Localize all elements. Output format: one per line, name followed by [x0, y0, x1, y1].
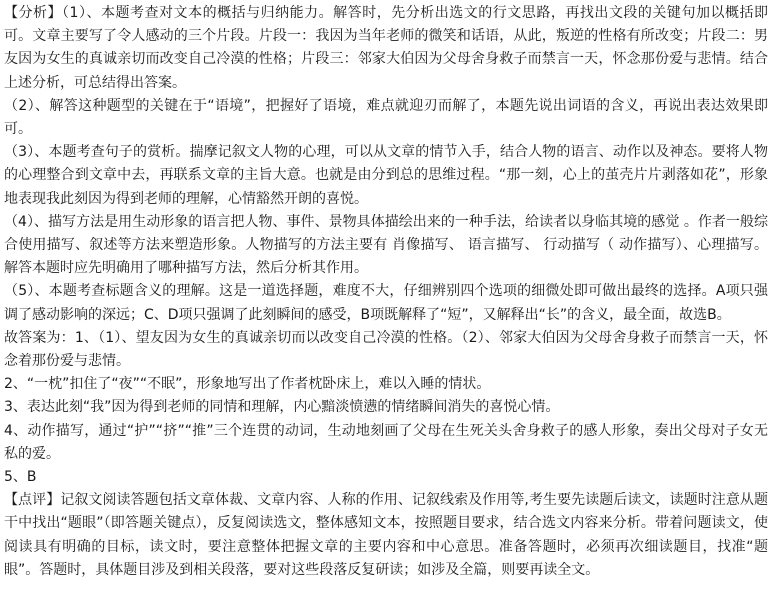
answer-5: 5、B: [4, 469, 37, 486]
answer-1: 故答案为：1、（1）、望友因为女生的真诚亲切而以改变自己冷漠的性格。（2）、邻家大伯因为父母舍身救子而禁言一天，怀念着那份爱与悲情。: [4, 329, 768, 370]
analysis-paragraph-5: （5）、本题考查标题含义的理解。这是一道选择题，难度不大，仔细辨别四个选项的细微处即可做出最终的选择。A项只强调了感动影响的深远；C、D项只强调了此刻瞬间的感受，B项既解释了“短”，又解释出“长”的含义，最全面，故选B。: [4, 283, 768, 323]
analysis-paragraph-3: （3）、本题考查句子的赏析。揣摩记叙文人物的心理，可以从文章的情节入手，结合人物的语言、动作以及神态。要将人物的心理整合到文章中去，再联系文章的主旨大意。也就是由分到总的思维过程。“那一刻，心上的茧壳片片剥落如花”，形象地表现我此刻因为得到老师的理解，心情豁然开朗的喜悦。: [4, 144, 768, 207]
answer-4: 4、动作描写，通过“护”“挤”“推”三个连贯的动词，生动地刻画了父母在生死关头舍身救子的感人形象，奏出父母对子女无私的爱。: [4, 422, 768, 462]
analysis-paragraph-2: （2）、解答这种题型的关键在于“语境”，把握好了语境，难点就迎刃而解了，本题先说出词语的含义，再说出表达效果即可。: [4, 97, 768, 138]
answer-3: 3、表达此刻“我”因为得到老师的同情和理解，内心黯淡愤懑的情绪瞬间消失的喜悦心情。: [4, 399, 560, 416]
comment-paragraph: 【点评】记叙文阅读答题包括文章体裁、文章内容、人称的作用、记叙线索及作用等,考生要先读题后读文，读题时注意从题干中找出“题眼”（即答题关键点），反复阅读选文，整体感知文本，按照题目要求，结合选文内容来分析。带着问题读文，使阅读具有明确的目标，读文时，要注意整体把握文章的主要内容和中心意思。准备答题时，必须再次细读题目，找准“题眼”。答题时，具体题目涉及到相关段落，要对这些段落反复研读；如涉及全篇，则要再读全文。: [4, 492, 768, 578]
answer-2: 2、“一枕”扣住了“夜”“不眠”，形象地写出了作者枕卧床上，难以入睡的情状。: [4, 376, 491, 393]
analysis-paragraph-1: 【分析】（1）、本题考查对文本的概括与归纳能力。解答时，先分析出选文的行文思路，再找出文段的关键句加以概括即可。文章主要写了令人感动的三个片段。片段一：我因为当年老师的微笑和话语，从此，叛逆的性格有所改变；片段二：男友因为女生的真诚亲切而改变自己冷漠的性格；片段三：邻家大伯因为父母舍身救子而禁言一天，怀念那份爱与悲情。结合上述分析，可总结得出答案。: [4, 5, 768, 91]
analysis-paragraph-4: （4）、描写方法是用生动形象的语言把人物、事件、景物具体描绘出来的一种手法，给读者以身临其境的感觉 。作者一般综合使用描写、叙述等方法来塑造形象。人物描写的方法主要有 肖像描写、 语言描写、 行动描写（ 动作描写）、心理描写。解答本题时应先明确用了哪种描写方法，然后分析其作用。: [4, 213, 768, 277]
